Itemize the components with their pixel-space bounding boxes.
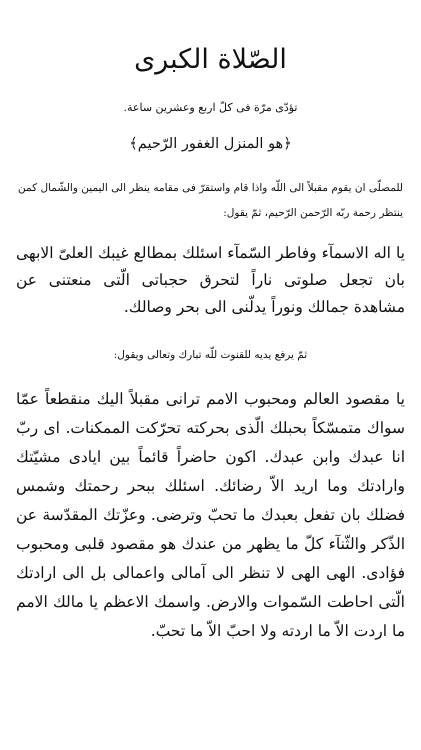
prayer-paragraph-1: يا اله الاسمآء وفاطر السّمآء اسئلك بمطالع غيبك العلىّ الابهى بان تجعل صلوتى ناراً لتحرق حجباتى الّتى منعتنى عن مشاهدة جمالك ونوراً يدلّنى الى بحر وصالك. <box>16 244 405 316</box>
prayer-title: الصّلاة الكبرى <box>134 44 287 75</box>
instruction-text-1: للمصلّى ان يقوم مقبلاً الى اللّه واذا قام واستقرّ فى مقامه ينظر الى اليمين والشّمال كمن ينتظر رحمة ربّه الرّحمن الرّحيم، ثمّ يقول: <box>18 182 403 219</box>
prayer-subtitle: تؤدّى مرّة فى كلّ اربع وعشرين ساعة. <box>123 101 298 114</box>
prayer-paragraph-2: يا مقصود العالم ومحبوب الامم ترانى مقبلاً اليك منقطعاً عمّا سواك متمسّكاً بحبلك الّذى بحركته تحرّكت الممكنات. اى ربّ انا عبدك وابن عبدك. اكون حاضراً قائماً بين ايادى مشيّتك وارادتك وما اريد الاّ رضائك. اسئلك ببحر رحمتك وشمس فضلك بان تفعل بعبدك ما تحبّ وترضى. وعزّتك المقدّسة عن الذّكر والثّنآء كلّ ما يظهر من عندك هو مقصود قلبى ومحبوب فؤادى. الهى الهى لا تنظر الى آمالى واعمالى بل الى ارادتك الّتى احاطت السّموات والارض. واسمك الاعظم يا مالك الامم ما اردت الاّ ما اردته ولا احبّ الاّ ما تحبّ. <box>16 390 405 640</box>
instruction-text-2: ثمّ يرفع يديه للقنوت للّه تبارك وتعالى ويقول: <box>113 349 308 361</box>
invocation-heading: ﴿هو المنزل الغفور الرّحيم﴾ <box>129 136 292 152</box>
